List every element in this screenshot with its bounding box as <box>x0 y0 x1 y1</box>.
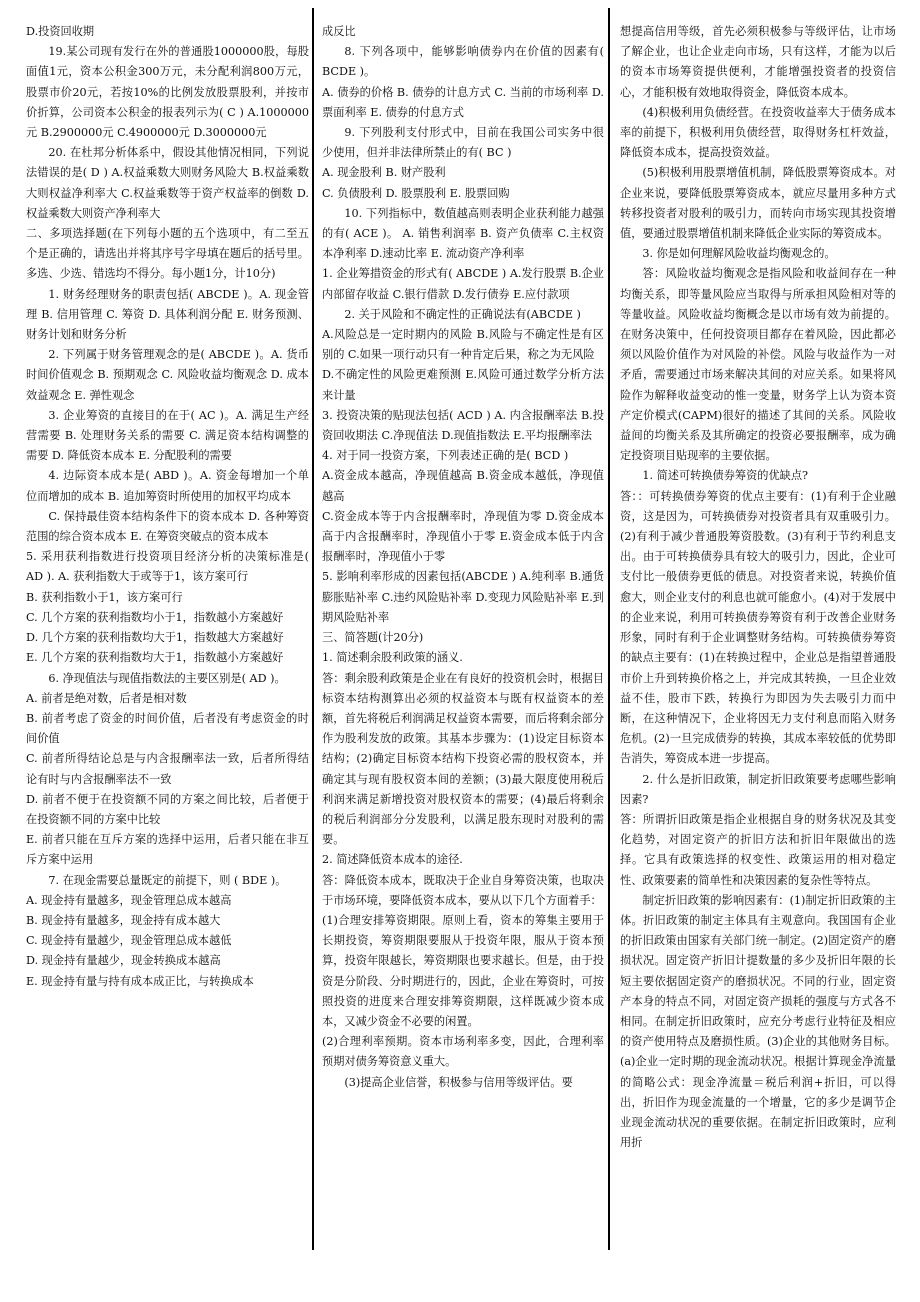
column-middle <box>322 22 604 1290</box>
column-left <box>26 22 309 1290</box>
paragraph: 19.某公司现有发行在外的普通股1000000股，每股面值1元，资本公积金300万元，未分配利润800万元，股票市价20元，若按10%的比例发放股票股利，并按市价折算，公司资本公积金的报表列示为( C ) A.1000000元 B.2900000元 C.4900000元 D.3000000元 <box>26 45 309 140</box>
paragraph: 二、多项选择题(在下列每小题的五个选项中，有二至五个是正确的，请选出并将其序号字母填在题后的括号里。多选、少选、错选均不得分。每小题1分，计10分) <box>26 227 309 281</box>
paragraph: C. 现金持有量越少，现金管理总成本越低 <box>26 934 232 948</box>
paragraph: A.风险总是一定时期内的风险 B.风险与不确定性是有区别的 C.如果一项行动只有一种肯定后果，称之为无风险 <box>322 328 604 362</box>
paragraph: 10. 下列指标中，数值越高则表明企业获利能力越强的有( ACE )。 A. 销售利润率 B. 资产负债率 C.主权资本净利率 D.速动比率 E. 流动资产净利率 <box>322 206 604 261</box>
paragraph: 9. 下列股利支付形式中，目前在我国公司实务中很少使用，但并非法律所禁止的有( BC ) <box>322 126 604 160</box>
paragraph: 3. 投资决策的贴现法包括( ACD ) A. 内含报酬率法 B.投资回收期法 C.净现值法 D.现值指数法 E.平均报酬率法 <box>322 408 604 443</box>
paragraph: 2. 什么是折旧政策，制定折旧政策要考虑哪些影响因素? <box>620 772 896 806</box>
paragraph: A. 现金持有量越多，现金管理总成本越高 <box>26 893 232 907</box>
paragraph: B. 前者考虑了资金的时间价值，后者没有考虑资金的时间价值 <box>26 711 309 746</box>
paragraph: C. 保持最佳资本结构条件下的资本成本 D. 各种筹资范围的综合资本成本 E. 在筹资突破点的资本成本 <box>26 509 309 544</box>
paragraph: D. 前者不便于在投资额不同的方案之间比较，后者便于在投资额不同的方案中比较 <box>26 792 309 826</box>
paragraph: 成反比 <box>322 25 356 38</box>
paragraph: (5)积极利用股票增值机制，降低股票筹资成本。对企业来说，要降低股票筹资成本，就应尽量用多种方式转移投资者对股利的吸引力，而转向市场实现其投资增值，要通过股票增值机制来降低企业实际的筹资成本。 <box>620 166 896 241</box>
paragraph: (3)提高企业信誉，积极参与信用等级评估。要 <box>344 1075 573 1089</box>
paragraph: B. 现金持有量越多，现金持有成本越大 <box>26 913 221 927</box>
paragraph: 1. 简述剩余股利政策的涵义. <box>322 651 463 665</box>
paragraph: C. 负债股利 D. 股票股利 E. 股票回购 <box>322 186 510 200</box>
paragraph: E. 前者只能在互斥方案的选择中运用，后者只能在非互斥方案中运用 <box>26 833 309 867</box>
paragraph: 答：降低资本成本，既取决于企业自身筹资决策，也取决于市场环境，要降低资本成本，要从以下几个方面着手： <box>322 873 604 907</box>
paragraph: 答：：可转换债券筹资的优点主要有：(1)有利于企业融资，这是因为，可转换债券对投资者具有双重吸引力。(2)有利于减少普通股筹资股数。(3)有利于节约利息支出。由于可转换债券具有较大的吸引力，因此，企业可支付比一般债券更低的债息。对投资者来说，转换价值愈大，则企业支付的利息也就可能愈小。(4)对于发展中的企业来说，利用可转换债券筹资有利于改善企业财务形象，同时有利于企业调整财务结构。可转换债券筹资的缺点主要有：(1)在转换过程中，企业总是指望普通股市价上升到转换价格之上，并完成其转换，一旦企业效益不佳，股市下跌，转换行为即因为失去吸引力而中断，在这种情况下，企业将因无力支付利息而陷入财务危机。(2)一旦完成债券的转换，其成本率较低的优势即告消失，筹资成本进一步提高。 <box>620 489 896 766</box>
paragraph: 1. 财务经理财务的职责包括( ABCDE )。A. 现金管理 B. 信用管理 C. 筹资 D. 具体利润分配 E. 财务预测、财务计划和财务分析 <box>26 287 309 342</box>
paragraph: 答：风险收益均衡观念是指风险和收益间存在一种均衡关系，即等量风险应当取得与所承担风险相对等的等量收益。风险收益均衡概念是以市场有效为前提的。在财务决策中，任何投资项目都存在着风险，因此都必须以风险价值作为对风险的补偿。风险与收益作为一对矛盾，需要通过市场来解决其间的对应关系。如果将风险作为解释收益变动的惟一变量，财务学上认为资本资产定价模式(CAPM)很好的描述了其间的关系。风险收益间的均衡关系及其所确定的投资必要报酬率，成为确定投资项目贴现率的主要依据。 <box>620 267 896 463</box>
paragraph: 5. 采用获利指数进行投资项目经济分析的决策标准是( AD ). A. 获利指数大于或等于1，该方案可行 <box>26 550 309 584</box>
paragraph: E. 现金持有量与持有成本成正比，与转换成本 <box>26 974 254 988</box>
paragraph: A. 前者是绝对数，后者是相对数 <box>26 691 187 705</box>
paragraph: 2. 下列属于财务管理观念的是( ABCDE )。A. 货币时间价值观念 B. 预期观念 C. 风险收益均衡观念 D. 成本效益观念 E. 弹性观念 <box>26 348 309 402</box>
paragraph: C. 前者所得结论总是与内含报酬率法一致，后者所得结论有时与内含报酬率法不一致 <box>26 752 309 786</box>
paragraph: E. 几个方案的获利指数均大于1，指数越小方案越好 <box>26 651 284 665</box>
paragraph: 想提高信用等级，首先必须积极参与等级评估，让市场了解企业，也让企业走向市场，只有这样，才能为以后的资本市场筹资提供便利，才能增强投资者的投资信心，才能积极有效地取得资金，降低资本成本。 <box>620 25 896 99</box>
paragraph: A.资金成本越高，净现值越高 B.资金成本越低，净现值越高 <box>322 469 604 503</box>
paragraph: 4. 对于同一投资方案，下列表述正确的是( BCD ) <box>322 449 569 463</box>
paragraph: 答：所谓折旧政策是指企业根据自身的财务状况及其变化趋势，对固定资产的折旧方法和折旧年限做出的选择。它具有政策选择的权变性、政策运用的相对稳定性、政策要素的简单性和决策因素的复杂性等特点。 <box>620 812 896 887</box>
paragraph: B. 获利指数小于1，该方案可行 <box>26 590 183 604</box>
paragraph: D.投资回收期 <box>26 25 95 38</box>
paragraph: 2. 简述降低资本成本的途径. <box>322 853 463 867</box>
paragraph: 1. 简述可转换债券筹资的优缺点? <box>642 469 809 483</box>
paragraph: A. 现金股利 B. 财产股利 <box>322 166 446 180</box>
paragraph: 8. 下列各项中，能够影响债券内在价值的因素有( BCDE )。 <box>322 45 604 79</box>
paragraph: 制定折旧政策的影响因素有：(1)制定折旧政策的主体。折旧政策的制定主体具有主观意向。我国国有企业的折旧政策由国家有关部门统一制定。(2)固定资产的磨损状况。固定资产折旧计提数量的多少及折旧年限的长短主要依据固定资产的磨损状况。不同的行业，固定资产本身的特点不同，对固定资产损耗的强度与方式各不相同。在制定折旧政策时，应充分考虑行业特征及相应的资产使用特点及磨损性质。(3)企业的其他财务目标。(a)企业一定时期的现金流动状况。根据计算现金净流量的简略公式：现金净流量＝税后利润+折旧，可以得出，折旧作为现金流量的一个增量，它的多少是调节企业现金流动状况的重要依据。在制定折旧政策时，应利用折 <box>620 893 896 1150</box>
paragraph: 5. 影响利率形成的因素包括(ABCDE ) A.纯利率 B.通货膨胀贴补率 C.违约风险贴补率 D.变现力风险贴补率 E.到期风险贴补率 <box>322 570 604 624</box>
paragraph: 4. 边际资本成本是( ABD )。A. 资金每增加一个单位而增加的成本 B. 追加筹资时所使用的加权平均成本 <box>26 469 309 503</box>
column-divider <box>312 8 314 1250</box>
paragraph: 7. 在现金需要总量既定的前提下，则 ( BDE )。 <box>48 873 287 887</box>
paragraph: C.资金成本等于内含报酬率时，净现值为零 D.资金成本高于内含报酬率时，净现值小于零 E.资金成本低于内含报酬率时，净现值小于零 <box>322 509 604 564</box>
paragraph: 20. 在杜邦分析体系中，假设其他情况相同，下列说法错误的是( D ) A.权益乘数大则财务风险大 B.权益乘数大则权益净利率大 C.权益乘数等于资产权益率的倒数 D.权益乘数大则资产净利率大 <box>26 146 309 220</box>
paragraph: 1. 企业筹措资金的形式有( ABCDE ) A.发行股票 B.企业内部留存收益 C.银行借款 D.发行债券 E.应付款项 <box>322 267 604 301</box>
paragraph: D.不确定性的风险更难预测 E.风险可通过数学分析方法来计量 <box>322 368 604 402</box>
paragraph: C. 几个方案的获利指数均小于1，指数越小方案越好 <box>26 610 284 624</box>
paragraph: (2)合理利率预期。资本市场利率多变，因此，合理利率预期对债务筹资意义重大。 <box>322 1035 604 1069</box>
paragraph: (1)合理安排筹资期限。原则上看，资本的筹集主要用于长期投资，筹资期限要服从于投资年限，服从于资本预算，投资年限越长，筹资期限也要求越长。但是，由于投资是分阶段、分时期进行的，因此，企业在筹资时，可按照投资的进度来合理安排筹资期限，这样既减少资本成本，又减少资金不必要的闲置。 <box>322 913 604 1028</box>
paragraph: 6. 净现值法与现值指数法的主要区别是( AD )。 <box>48 671 286 685</box>
paragraph: D. 几个方案的获利指数均大于1，指数越大方案越好 <box>26 631 284 645</box>
paragraph: A. 债券的价格 B. 债券的计息方式 C. 当前的市场利率 D. 票面利率 E. 债券的付息方式 <box>322 85 604 119</box>
paragraph: 三、简答题(计20分) <box>322 631 424 645</box>
paragraph: 3. 企业筹资的直接目的在于( AC )。A. 满足生产经营需要 B. 处理财务关系的需要 C. 满足资本结构调整的需要 D. 降低资本成本 E. 分配股利的需要 <box>26 408 309 463</box>
paragraph: D. 现金持有量越少，现金转换成本越高 <box>26 954 221 968</box>
column-right <box>620 22 896 1290</box>
column-divider <box>608 8 610 1250</box>
paragraph: (4)积极利用负债经营。在投资收益率大于债务成本率的前提下，积极利用负债经营，取得财务杠杆效益，降低资本成本，提高投资效益。 <box>620 105 896 160</box>
paragraph: 2. 关于风险和不确定性的正确说法有(ABCDE ) <box>344 307 581 321</box>
paragraph: 3. 你是如何理解风险收益均衡观念的。 <box>642 247 836 261</box>
paragraph: 答：剩余股利政策是企业在有良好的投资机会时，根据目标资本结构测算出必须的权益资本与既有权益资本的差额，首先将税后利润满足权益资本需要，而后将剩余部分作为股利发放的政策。其基本步骤为：(1)设定目标资本结构；(2)确定目标资本结构下投资必需的股权资本，并确定其与现有股权资本间的差额；(3)最大限度使用税后利润来满足新增投资对股权资本的需要；(4)最后将剩余的税后利润部分分发股利，以满足股东现时对股利的需要。 <box>322 671 604 847</box>
